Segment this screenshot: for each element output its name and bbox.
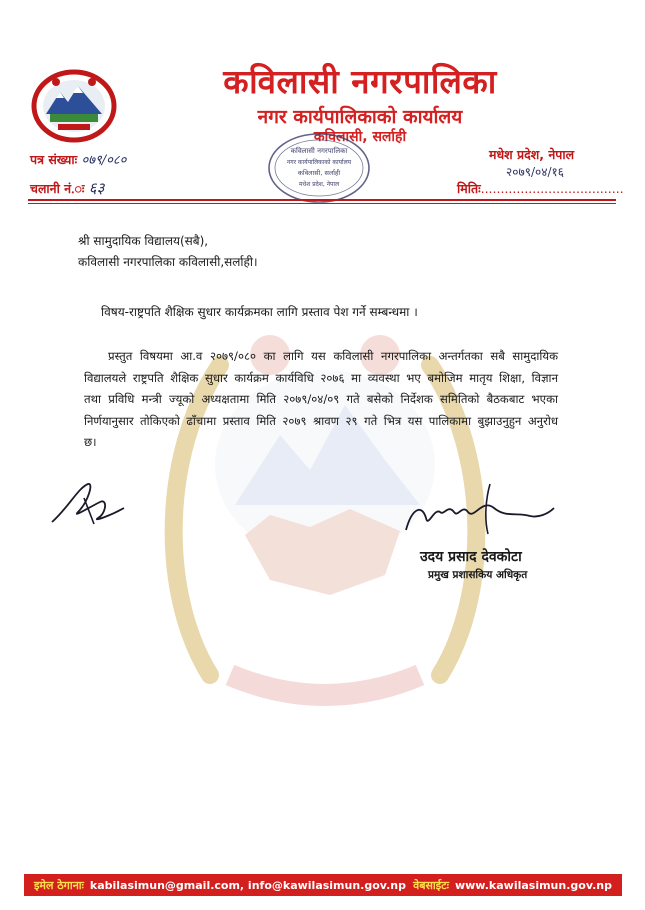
- letter-number-label: पत्र संख्याः: [30, 152, 78, 167]
- dispatch-number-value: ६३: [88, 179, 105, 197]
- body-paragraph: प्रस्तुत विषयमा आ.व २०७९/०८० का लागि यस कविलासी नगरपालिका अन्तर्गतका सबै सामुदायिक विद्यालयले राष्ट्रपति शैक्षिक सुधार कार्यक्रम कार्यविधि २०७६ मा व्यवस्था भए बमोजिम मातृय शिक्षा, विज्ञान तथा प्रविधि मन्त्री ज्यूको अध्यक्षतामा मिति २०७९/०४/०९ गते बसेको निर्देशक समितिको बैठकबाट भएका निर्णयानुसार तोकिएको ढाँचामा प्रस्ताव मिति २०७९ श्रावण २९ गते भित्र यस पालिकामा बुझाउनुहुन अनुरोध छ।: [84, 349, 558, 449]
- stamp-line-1: कविलासी नगरपालिका: [290, 147, 348, 155]
- signature-icon: [398, 478, 558, 546]
- date-label: मितिः: [457, 181, 481, 196]
- office-stamp-icon: [266, 131, 372, 205]
- stamp-line-4: मधेश प्रदेश, नेपाल: [298, 181, 340, 188]
- recipient-line-1: श्री सामुदायिक विद्यालय(सबै),: [78, 234, 209, 248]
- org-name: कविलासी नगरपालिका: [223, 62, 497, 101]
- stamp-line-3: कविलासी, सर्लाही: [297, 169, 341, 177]
- header-divider-thin: [28, 203, 616, 204]
- footer-web-value[interactable]: www.kawilasimun.gov.np: [454, 878, 612, 892]
- footer-email-value[interactable]: kabilasimun@gmail.com, info@kawilasimun.gov.np: [89, 878, 406, 892]
- dispatch-number: [30, 178, 104, 198]
- initial-signature-icon: [48, 478, 128, 528]
- header-divider: [28, 199, 616, 201]
- date-field: [457, 180, 624, 197]
- subject-line: विषय-राष्ट्रपति शैक्षिक सुधार कार्यक्रमका लागि प्रस्ताव पेश गर्ने सम्बन्धमा ।: [101, 305, 418, 319]
- office-place: कविलासी, सर्लाही: [313, 129, 407, 145]
- handwritten-date: २०७९/०४/१६: [506, 165, 565, 179]
- letter-number-value: ०७९/०८०: [81, 153, 127, 168]
- signatory-title: प्रमुख प्रशासकिय अधिकृत: [428, 569, 528, 581]
- stamp-line-2: नगर कार्यपालिकाको कार्यालय: [286, 159, 352, 166]
- letter-number: [30, 150, 126, 168]
- signatory-name: उदय प्रसाद देवकोटा: [420, 549, 522, 565]
- footer-email-label: इमेल ठेगानाः: [34, 878, 84, 892]
- office-name: नगर कार्यपालिकाको कार्यालय: [257, 106, 463, 128]
- date-dots: ....................................: [480, 181, 624, 196]
- province: मधेश प्रदेश, नेपाल: [489, 147, 575, 162]
- footer-web-label: वेबसाईटः: [413, 878, 449, 892]
- dispatch-number-label: चलानी नं.ः: [30, 181, 85, 196]
- nepal-emblem-icon: [28, 62, 120, 144]
- recipient-line-2: कविलासी नगरपालिका कविलासी,सर्लाही।: [78, 255, 258, 269]
- footer-bar: [24, 874, 622, 896]
